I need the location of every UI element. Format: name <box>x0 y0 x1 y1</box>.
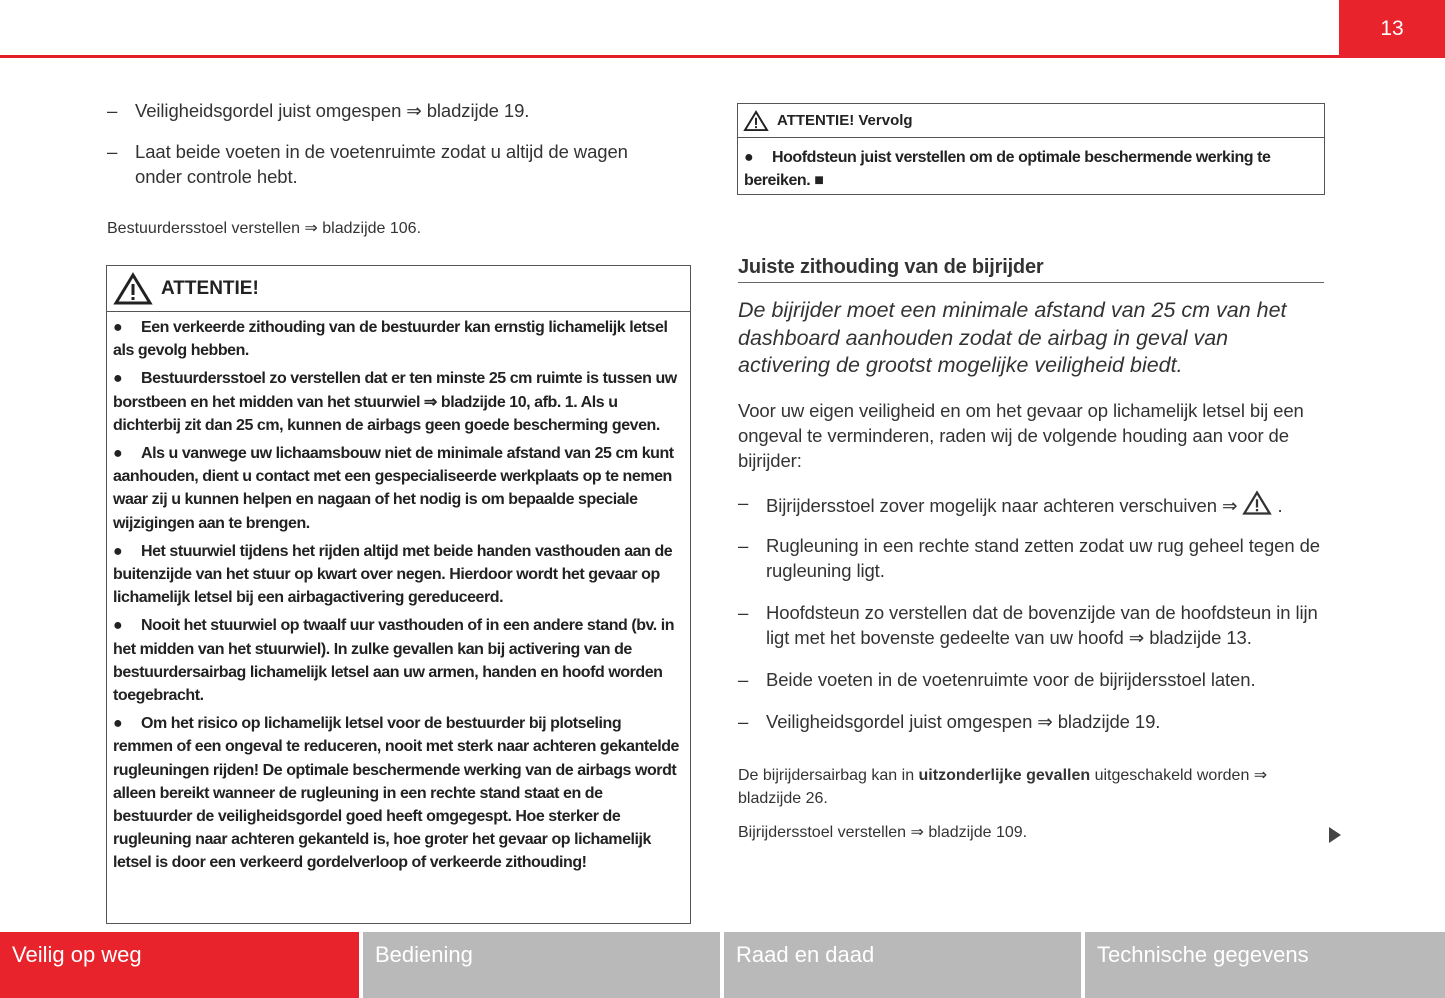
right-column <box>738 256 1324 844</box>
warning-triangle-icon <box>1242 490 1272 516</box>
next-page-arrow-icon[interactable] <box>1328 826 1342 844</box>
warning-triangle-icon <box>743 110 769 132</box>
bullet-item: – Beide voeten in de voetenruimte voor de bijrijdersstoel laten. <box>738 667 1324 692</box>
bullet-item: – Hoofdsteun zo verstellen dat de bovenzijde van de hoofdsteun in lijn ligt met het bovenste gedeelte van uw hoofd ⇒ bladzijde 13. <box>738 600 1324 650</box>
warning-item: ● Bestuurdersstoel zo verstellen dat er ten minste 25 cm ruimte is tussen uw borstbeen en het midden van het stuurwiel ⇒ bladzijde 10, afb. 1. Als u dichterbij zit dan 25 cm, kunnen de airbags geen goede bescherming geven. <box>113 370 677 434</box>
bullet-item: – Rugleuning in een rechte stand zetten zodat uw rug geheel tegen de rugleuning ligt. <box>738 533 1324 583</box>
warning-header <box>107 266 690 312</box>
airbag-note: De bijrijdersairbag kan in uitzonderlijke gevallen uitgeschakeld worden ⇒ bladzijde 26. <box>738 766 1268 807</box>
warning-box <box>106 265 691 924</box>
warning-header <box>738 104 1324 138</box>
warning-continued-box <box>737 103 1325 195</box>
header-rule <box>0 55 1445 58</box>
body-text: Voor uw eigen veiligheid en om het gevaar op lichamelijk letsel bij een ongeval te verminderen, raden wij de volgende houding aan voor de bijrijder: <box>738 399 1304 471</box>
warning-item: ● Om het risico op lichamelijk letsel voor de bestuurder bij plotseling remmen of een ongeval te reduceren, nooit met sterk naar achteren gekantelde rugleuningen rijden! De optimale beschermende werking van de airbags wordt alleen bereikt wanneer de rugleuning in een rechte stand staat en de bestuurder de veiligheidsgordel goed heeft omgegespt. Hoe sterker de rugleuning naar achteren gekanteld is, hoe groter het gevaar op lichamelijk letsel is door een verkeerd gordelverloop of verkeerde zithouding! <box>113 715 679 872</box>
bullet-item: – Laat beide voeten in de voetenruimte zodat u altijd de wagen onder controle hebt. <box>107 139 667 189</box>
warning-item: ● Het stuurwiel tijdens het rijden altijd met beide handen vasthouden aan de buitenzijde van het stuur op kwart over negen. Hierdoor wordt het gevaar op lichamelijk letsel bij een airbagactivering gereduceerd. <box>113 542 673 607</box>
left-column <box>107 98 687 240</box>
intro-text: De bijrijder moet een minimale afstand van 25 cm van het dashboard aanhouden zodat de airbag in geval van activering de grootst mogelijke veiligheid biedt. <box>738 298 1287 377</box>
cross-reference: Bestuurdersstoel verstellen ⇒ bladzijde 106. <box>107 220 422 237</box>
bullet-item: – Veiligheidsgordel juist omgespen ⇒ bladzijde 19. <box>107 98 687 123</box>
warning-item: ● Een verkeerde zithouding van de bestuurder kan ernstig lichamelijk letsel als gevolg hebben. <box>113 319 668 360</box>
section-heading: Juiste zithouding van de bijrijder <box>738 256 1324 283</box>
warning-item: ● Hoofdsteun juist verstellen om de optimale beschermende werking te bereiken. ■ <box>744 149 1271 190</box>
warning-body <box>107 312 690 875</box>
warning-title: ATTENTIE! Vervolg <box>777 112 913 129</box>
warning-item: ● Nooit het stuurwiel op twaalf uur vasthouden of in een andere stand (bv. in het midden van het stuurwiel). In zulke gevallen kan bij activering van de bestuurdersairbag lichamelijk letsel aan uw armen, handen en hoofd worden toegebracht. <box>113 617 675 705</box>
tab-technische-gegevens[interactable]: Technische gegevens <box>1085 932 1445 998</box>
bullet-item: – Bijrijdersstoel zover mogelijk naar achteren verschuiven ⇒ . <box>738 490 1324 518</box>
tab-raad-en-daad[interactable]: Raad en daad <box>724 932 1081 998</box>
bullet-item: – Veiligheidsgordel juist omgespen ⇒ bladzijde 19. <box>738 709 1324 734</box>
warning-triangle-icon <box>113 272 153 306</box>
cross-reference: Bijrijdersstoel verstellen ⇒ bladzijde 109. <box>738 823 1028 841</box>
warning-title: ATTENTIE! <box>161 277 259 299</box>
tab-bediening[interactable]: Bediening <box>363 932 720 998</box>
tab-veilig-op-weg[interactable]: Veilig op weg <box>0 932 359 998</box>
page-number: 13 <box>1339 0 1445 58</box>
warning-item: ● Als u vanwege uw lichaamsbouw niet de minimale afstand van 25 cm kunt aanhouden, dient u contact met een gespecialiseerde werkplaats op te nemen waar zij u kunnen helpen en nagaan of het nodig is om bepaalde speciale wijzigingen aan te brengen. <box>113 445 674 532</box>
